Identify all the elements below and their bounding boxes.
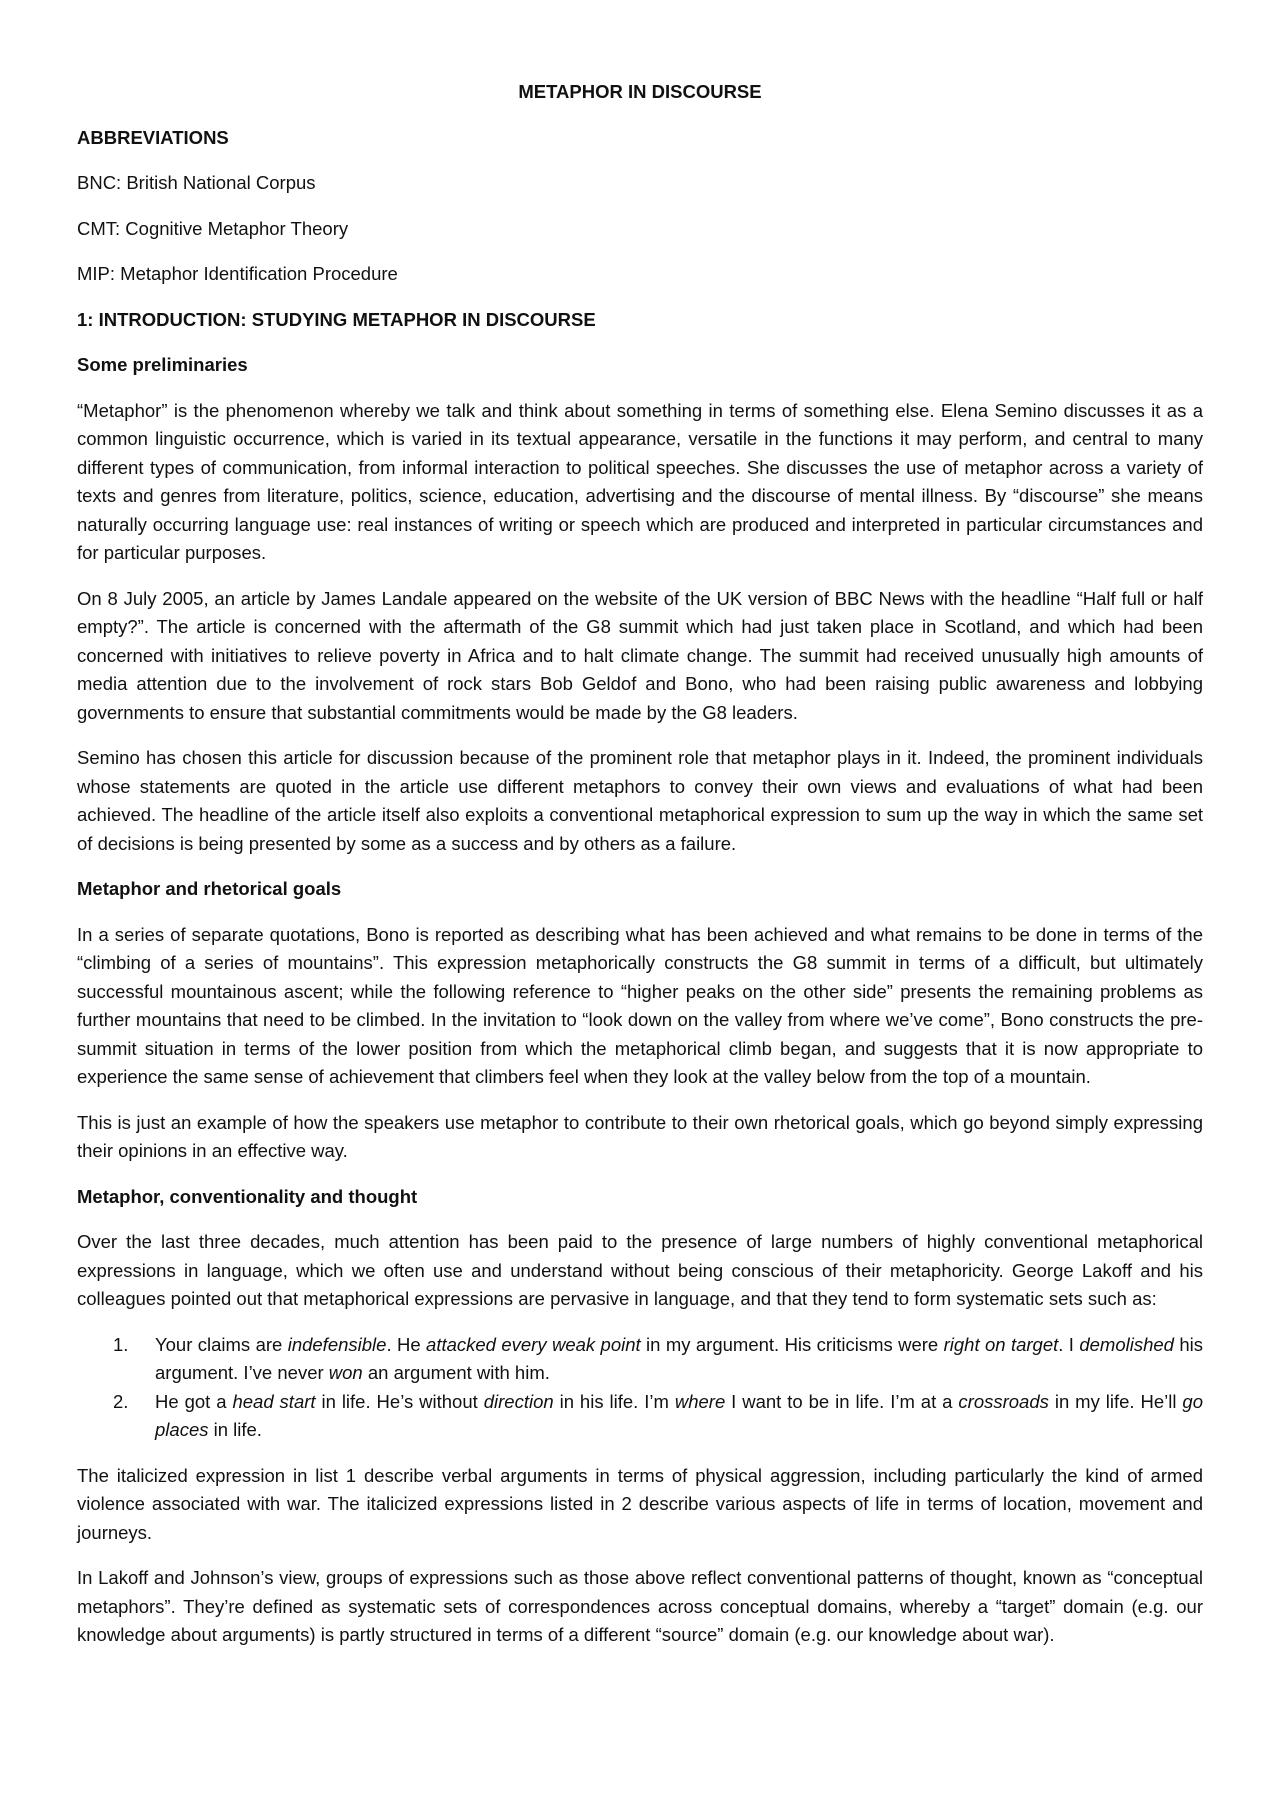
list-text-segment: in my argument. His criticisms were [640, 1333, 944, 1355]
document-title: METAPHOR IN DISCOURSE [518, 81, 762, 102]
list-text-segment: . He [386, 1333, 427, 1355]
italic-term: head start [232, 1390, 316, 1412]
italic-term: won [328, 1362, 363, 1383]
section-heading: 1: INTRODUCTION: STUDYING METAPHOR IN DISCOURSE [77, 308, 596, 330]
paragraph: This is just an example of how the speakers use metaphor to contribute to their own rhetorical goals, which go beyond simply expressing their opinions in an effective way. [77, 1111, 1203, 1161]
abbreviation-item: CMT: Cognitive Metaphor Theory [77, 217, 349, 239]
list-item-text [155, 1334, 1203, 1384]
list-text-segment: Your claims are [155, 1333, 288, 1355]
list-item [77, 1388, 1203, 1445]
italic-term: right on target [943, 1333, 1059, 1355]
list-text-segment: I want to be in life. I’m at a [725, 1390, 959, 1412]
italic-term: indefensible [287, 1333, 387, 1355]
abbreviations-heading: ABBREVIATIONS [77, 126, 229, 148]
list-number: 1. [113, 1333, 129, 1355]
list-number: 2. [113, 1390, 129, 1412]
abbreviation-item: MIP: Metaphor Identification Procedure [77, 263, 398, 284]
abbreviation-item: BNC: British National Corpus [77, 172, 316, 193]
list-text-segment: his argument. I’ve never [155, 1333, 1203, 1383]
italic-term: attacked every weak point [426, 1333, 641, 1355]
list-text-segment: in his life. I’m [553, 1390, 675, 1412]
italic-term: demolished [1079, 1333, 1174, 1355]
list-text-segment: He got a [155, 1390, 233, 1412]
paragraph: “Metaphor” is the phenomenon whereby we talk and think about something in terms of something else. Elena Semino discusses it as a common linguistic occurrence, which is varied in its textual appearance, versatile in the functions it may perform, and central to many different types of communication, from informal interaction to political speeches. She discusses the use of metaphor across a variety of texts and genres from literature, politics, science, education, advertising and the discourse of mental illness. By “discourse” she means naturally occurring language use: real instances of writing or speech which are produced and interpreted in particular circumstances and for particular purposes. [77, 399, 1203, 563]
example-list [77, 1331, 1203, 1445]
list-text-segment: in my life. He’ll [1048, 1390, 1183, 1412]
paragraph: In a series of separate quotations, Bono is reported as describing what has been achieved and what remains to be done in terms of the “climbing of a series of mountains”. This expression metaphorically constructs the G8 summit in terms of a difficult, but ultimately successful mountainous ascent; while the following reference to “higher peaks on the other side” presents the remaining problems as further mountains that need to be climbed. In the invitation to “look down on the valley from where we’ve come”, Bono constructs the pre-summit situation in terms of the lower position from which the metaphorical climb began, and suggests that it is now appropriate to experience the same sense of achievement that climbers feel when they look at the valley below from the top of a mountain. [77, 923, 1203, 1087]
subsection-heading: Some preliminaries [77, 354, 248, 375]
list-item-text [155, 1391, 1203, 1441]
paragraph: In Lakoff and Johnson’s view, groups of expressions such as those above reflect conventional patterns of thought, known as “conceptual metaphors”. They’re defined as systematic sets of correspondences across conceptual domains, whereby a “target” domain (e.g. our knowledge about arguments) is partly structured in terms of a different “source” domain (e.g. our knowledge about war). [77, 1567, 1203, 1645]
italic-term: where [674, 1390, 726, 1412]
paragraph: The italicized expression in list 1 describe verbal arguments in terms of physical aggression, including particularly the kind of armed violence associated with war. The italicized expressions listed in 2 describe various aspects of life in terms of location, movement and journeys. [77, 1464, 1203, 1543]
list-text-segment: in life. He’s without [315, 1390, 484, 1412]
list-text-segment: an argument with him. [362, 1362, 550, 1383]
italic-term: go places [155, 1390, 1203, 1440]
subsection-heading: Metaphor and rhetorical goals [77, 878, 342, 899]
list-item [77, 1331, 1203, 1388]
list-text-segment: . I [1058, 1333, 1080, 1355]
subsection-heading: Metaphor, conventionality and thought [77, 1185, 418, 1207]
paragraph: On 8 July 2005, an article by James Landale appeared on the website of the UK version of BBC News with the headline “Half full or half empty?”. The article is concerned with the aftermath of the G8 summit which had just taken place in Scotland, and which had been concerned with initiatives to relieve poverty in Africa and to halt climate change. The summit had received unusually high amounts of media attention due to the involvement of rock stars Bob Geldof and Bono, who had been raising public awareness and lobbying governments to ensure that substantial commitments would be made by the G8 leaders. [77, 587, 1203, 723]
italic-term: direction [483, 1390, 554, 1412]
italic-term: crossroads [958, 1390, 1049, 1412]
paragraph: Semino has chosen this article for discussion because of the prominent role that metaphor plays in it. Indeed, the prominent individuals whose statements are quoted in the article use different metaphors to convey their own views and evaluations of what had been achieved. The headline of the article itself also exploits a conventional metaphorical expression to sum up the way in which the same set of decisions is being presented by some as a success and by others as a failure. [77, 747, 1203, 854]
paragraph: Over the last three decades, much attention has been paid to the presence of large numbers of highly conventional metaphorical expressions in language, which we often use and understand without being conscious of their metaphoricity. George Lakoff and his colleagues pointed out that metaphorical expressions are pervasive in language, and that they tend to form systematic sets such as: [77, 1231, 1203, 1309]
list-text-segment: in life. [208, 1419, 262, 1440]
